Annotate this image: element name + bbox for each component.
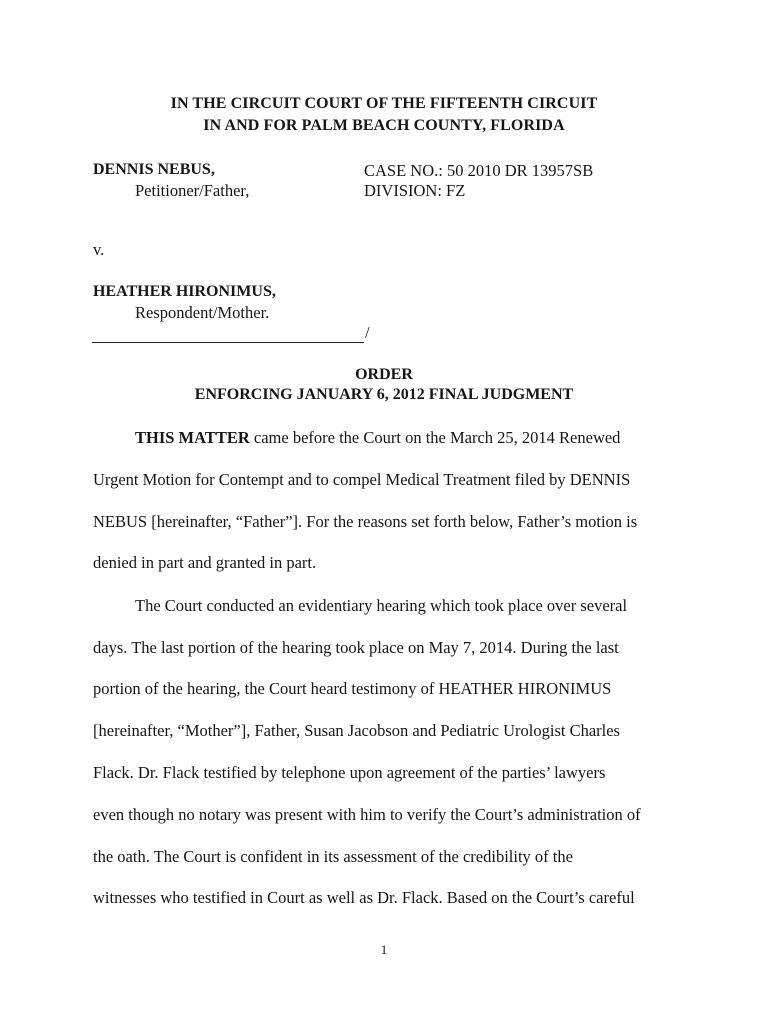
versus-label: v.: [93, 240, 105, 259]
body-line-8: [hereinafter, “Mother”], Father, Susan Jacobson and Pediatric Urologist Charles: [93, 721, 620, 740]
order-subtitle: ENFORCING JANUARY 6, 2012 FINAL JUDGMENT: [194, 386, 574, 403]
body-line-5: The Court conducted an evidentiary hearing which took place over several: [135, 596, 628, 615]
body-line-3: NEBUS [hereinafter, “Father”]. For the reasons set forth below, Father’s motion is: [93, 512, 638, 531]
respondent-role: Respondent/Mother.: [135, 303, 270, 322]
body-line-6: days. The last portion of the hearing took place on May 7, 2014. During the last: [93, 638, 619, 657]
caption-slash: /: [365, 323, 370, 342]
respondent-name: HEATHER HIRONIMUS,: [93, 283, 276, 300]
caption-rule: [92, 342, 364, 343]
court-heading-line-2: IN AND FOR PALM BEACH COUNTY, FLORIDA: [203, 117, 565, 134]
body-line-4: denied in part and granted in part.: [93, 553, 317, 572]
page-number: 1: [380, 942, 388, 957]
body-line-9: Flack. Dr. Flack testified by telephone upon agreement of the parties’ lawyers: [93, 763, 606, 782]
body-line-12: witnesses who testified in Court as well as Dr. Flack. Based on the Court’s careful: [93, 888, 635, 907]
lead-in: THIS MATTER: [135, 428, 250, 447]
division: DIVISION: FZ: [364, 181, 466, 200]
petitioner-name: DENNIS NEBUS,: [93, 161, 215, 178]
court-heading-line-1: IN THE CIRCUIT COURT OF THE FIFTEENTH CIRCUIT: [170, 95, 598, 112]
body-line-1-text: came before the Court on the March 25, 2014 Renewed: [249, 428, 621, 447]
body-line-11: the oath. The Court is confident in its assessment of the credibility of the: [93, 847, 573, 866]
case-number: CASE NO.: 50 2010 DR 13957SB: [364, 161, 594, 180]
order-title: ORDER: [355, 366, 413, 383]
body-line-2: Urgent Motion for Contempt and to compel Medical Treatment filed by DENNIS: [93, 470, 631, 489]
body-line-10: even though no notary was present with him to verify the Court’s administration of: [93, 805, 641, 824]
body-line-7: portion of the hearing, the Court heard testimony of HEATHER HIRONIMUS: [93, 679, 612, 698]
body-line-1: [135, 428, 620, 448]
petitioner-role: Petitioner/Father,: [135, 181, 250, 200]
